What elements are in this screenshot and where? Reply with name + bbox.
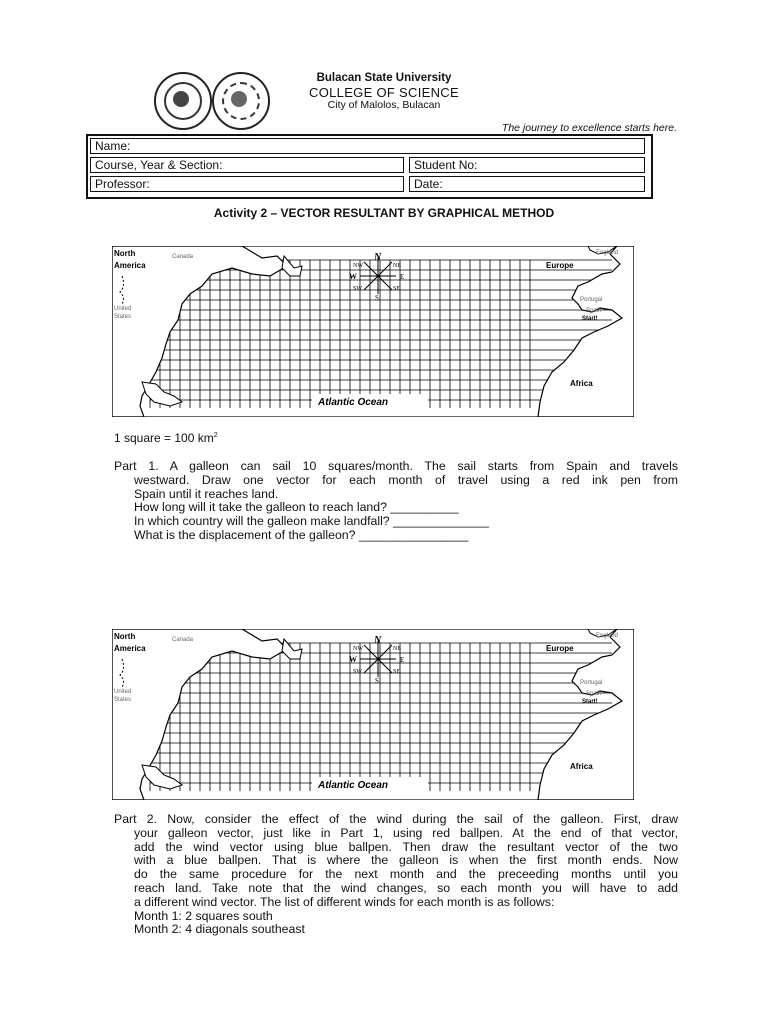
professor-field[interactable]: Professor: bbox=[90, 176, 404, 192]
city-name: City of Malolos, Bulacan bbox=[327, 99, 441, 111]
label-portugal: Portugal bbox=[580, 297, 603, 303]
svg-text:E: E bbox=[400, 273, 405, 281]
wind-month-2: Month 2: 4 diagonals southeast bbox=[134, 922, 305, 937]
label-united: United bbox=[114, 689, 132, 695]
name-field[interactable]: Name: bbox=[90, 138, 645, 154]
atlantic-map-1 bbox=[112, 246, 634, 417]
svg-text:SW: SW bbox=[353, 669, 362, 675]
svg-text:S: S bbox=[375, 294, 379, 302]
svg-text:NE: NE bbox=[393, 646, 401, 652]
label-africa: Africa bbox=[570, 379, 593, 388]
atlantic-map-2 bbox=[112, 629, 634, 800]
label-canada: Canada bbox=[172, 254, 194, 260]
svg-text:W: W bbox=[349, 272, 357, 281]
svg-text:NW: NW bbox=[353, 646, 363, 652]
svg-text:SE: SE bbox=[393, 286, 401, 292]
label-start: Start! bbox=[582, 316, 598, 322]
label-states: States bbox=[114, 697, 132, 703]
tagline: The journey to excellence starts here. bbox=[501, 122, 677, 134]
svg-text:NE: NE bbox=[393, 263, 401, 269]
label-united: United bbox=[114, 306, 132, 312]
svg-text:NW: NW bbox=[353, 263, 363, 269]
college-name: COLLEGE OF SCIENCE bbox=[309, 85, 459, 100]
label-europe: Europe bbox=[546, 644, 574, 653]
course-field[interactable]: Course, Year & Section: bbox=[90, 157, 404, 173]
label-portugal: Portugal bbox=[580, 680, 603, 686]
label-africa: Africa bbox=[570, 762, 593, 771]
svg-text:W: W bbox=[349, 655, 357, 664]
label-canada: Canada bbox=[172, 637, 194, 643]
label-states: States bbox=[114, 314, 132, 320]
label-england: England bbox=[596, 250, 619, 256]
label-england: England bbox=[596, 633, 619, 639]
svg-text:N: N bbox=[374, 635, 382, 646]
label-atlantic: Atlantic Ocean bbox=[318, 397, 389, 408]
question-3: What is the displacement of the galleon? ________________ bbox=[134, 527, 469, 542]
label-start: Start! bbox=[582, 699, 598, 705]
wind-month-1: Month 1: 2 squares south bbox=[134, 908, 273, 923]
part1-text: Part 1. A galleon can sail 10 squares/month. The sail starts from Spain and travels westward. Draw one vector for each month of travel using a red ink pen from Spain until it reaches land. How long will it take the galleon to reach land? __________ In which country will the galleon make landfall? ______________ What is the displacement of the galleon? ________________ bbox=[114, 459, 678, 542]
map-graphic bbox=[112, 246, 634, 417]
svg-text:E: E bbox=[400, 656, 405, 664]
part2-text: Part 2. Now, consider the effect of the wind during the sail of the galleon. First, draw your galleon vector, just like in Part 1, using red ballpen. At the end of that vector, add the wind vector using blue ballpen. Then draw the resultant vector of the two with a blue ballpen. That is where the galleon is when the first month ends. Now do the same procedure for the next month and the preceeding months until you reach land. Take note that the wind changes, so each month you will have to add a different wind vector. The list of different winds for each month is as follows: Month 1: 2 squares south Month 2: 4 diagonals southeast bbox=[114, 812, 678, 937]
svg-text:N: N bbox=[374, 252, 382, 263]
university-name: Bulacan State University bbox=[316, 72, 452, 84]
map-graphic bbox=[112, 629, 634, 800]
label-america: America bbox=[114, 261, 146, 270]
label-atlantic: Atlantic Ocean bbox=[318, 780, 389, 791]
activity-title: Activity 2 – VECTOR RESULTANT BY GRAPHICAL METHOD bbox=[213, 206, 555, 220]
label-spain: Spain bbox=[586, 308, 602, 314]
date-field[interactable]: Date: bbox=[409, 176, 645, 192]
label-north: North bbox=[114, 632, 136, 641]
map-scale: 1 square = 100 $km^2$ bbox=[114, 431, 218, 445]
svg-text:S: S bbox=[375, 677, 379, 685]
student-no-field[interactable]: Student No: bbox=[409, 157, 645, 173]
question-1: How long will it take the galleon to reach land? __________ bbox=[134, 500, 459, 515]
student-info-form bbox=[86, 134, 653, 199]
label-north: North bbox=[114, 249, 136, 258]
svg-text:SW: SW bbox=[353, 286, 362, 292]
label-spain: Spain bbox=[586, 691, 602, 697]
svg-text:SE: SE bbox=[393, 669, 401, 675]
question-2: In which country will the galleon make landfall? ______________ bbox=[134, 514, 489, 529]
label-europe: Europe bbox=[546, 261, 574, 270]
label-america: America bbox=[114, 644, 146, 653]
